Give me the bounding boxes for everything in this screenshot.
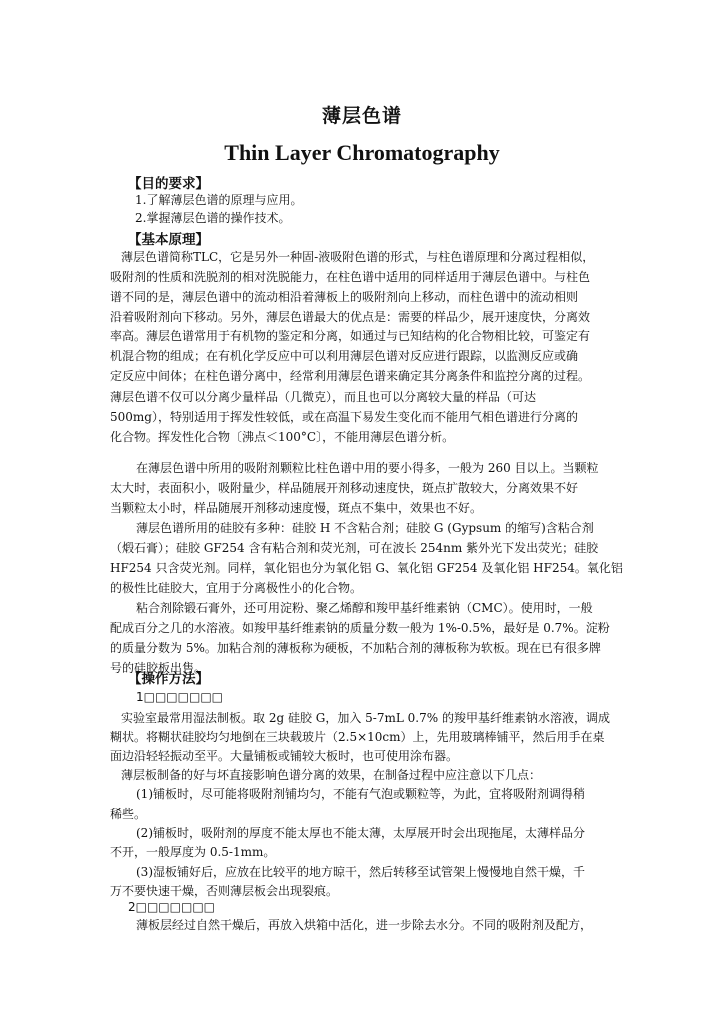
paragraph-line: 实验室最常用湿法制板。取 2g 硅胶 G，加入 5-7mL 0.7% 的羧甲基纤维素钠水溶液，调成 (121, 711, 610, 725)
paragraph-line: 500mg），特别适用于挥发性较低，或在高温下易发生变化而不能用气相色谱进行分离的 (110, 410, 578, 424)
paragraph-line: 配成百分之几的水溶液。如羧甲基纤维素钠的质量分数一般为 1%-0.5%，最好是 0.7%。淀粉 (110, 621, 610, 635)
paragraph-line: 率高。薄层色谱常用于有机物的鉴定和分离，如通过与已知结构的化合物相比较，可鉴定有 (110, 329, 591, 343)
paragraph-line: 谱不同的是，薄层色谱中的流动相沿着薄板上的吸附剂向上移动，而柱色谱中的流动相则 (110, 290, 579, 304)
paragraph-line: 糊状。将糊状硅胶均匀地倒在三块载玻片（2.5×10cm）上，先用玻璃棒铺平，然后用手在桌 (110, 730, 605, 744)
paragraph-line: 面边沿轻轻振动至平。大量铺板或铺较大板时，也可使用涂布器。 (110, 749, 459, 763)
paragraph-line: 太大时，表面积小，吸附量少，样品随展开剂移动速度快，斑点扩散较大，分离效果不好 (110, 481, 579, 495)
paragraph-line: 的质量分数为 5%。加粘合剂的薄板称为硬板，不加粘合剂的薄板称为软板。现在已有很多牌 (110, 641, 601, 655)
paragraph-line: 粘合剂除锻石膏外，还可用淀粉、聚乙烯醇和羧甲基纤维素钠（CMC）。使用时，一般 (136, 601, 593, 615)
paragraph-line: 薄板层经过自然干燥后，再放入烘箱中活化，进一步除去水分。不同的吸附剂及配方， (136, 918, 593, 932)
paragraph-line: 稀些。 (110, 807, 147, 821)
section-heading-objectives: 【目的要求】 (128, 176, 209, 192)
paragraph-line: 在薄层色谱中所用的吸附剂颗粒比柱色谱中用的要小得多，一般为 260 目以上。当颗粒 (136, 461, 599, 475)
objective-item: 1.了解薄层色谱的原理与应用。 (135, 193, 303, 207)
section-heading-procedure: 【操作方法】 (128, 671, 209, 687)
paragraph-line: 薄层色谱所用的硅胶有多种：硅胶 H 不含粘合剂；硅胶 G (Gypsum 的缩写)含粘合剂 (136, 521, 594, 535)
paragraph-line: 万不要快速干燥，否则薄层板会出现裂痕。 (110, 884, 339, 898)
paragraph-line: 号的硅胶板出售。 (110, 661, 207, 675)
paragraph-line: (3)湿板铺好后，应放在比较平的地方晾干，然后转移至试管架上慢慢地自然干燥，千 (136, 865, 586, 879)
paragraph-line: 薄层色谱简称TLC，它是另外一种固-液吸附色谱的形式，与柱色谱原理和分离过程相似， (121, 250, 595, 264)
objective-item: 2.掌握薄层色谱的操作技术。 (135, 211, 291, 225)
page-title: 薄层色谱 (321, 105, 402, 127)
paragraph-line: (1)铺板时，尽可能将吸附剂铺均匀，不能有气泡或颗粒等，为此，宜将吸附剂调得稍 (136, 787, 586, 801)
subheading-1: 1□□□□□□□ (136, 690, 223, 704)
paragraph-line: 定反应中间体；在柱色谱分离中，经常利用薄层色谱来确定其分离条件和监控分离的过程。 (110, 369, 591, 383)
paragraph-line: 化合物。挥发性化合物〔沸点＜100°C〕，不能用薄层色谱分析。 (110, 430, 455, 444)
paragraph-line: 的极性比硅胶大，宜用于分离极性小的化合物。 (110, 581, 363, 595)
paragraph-line: HF254 只含荧光剂。同样，氧化铝也分为氧化铝 G、氧化铝 GF254 及氧化铝 HF254。氧化铝 (110, 561, 623, 575)
paragraph-line: （煅石膏）；硅胶 GF254 含有粘合剂和荧光剂，可在波长 254nm 紫外光下发出荧光；硅胶 (110, 541, 599, 555)
section-heading-principle: 【基本原理】 (128, 232, 209, 248)
subheading-2: 2□□□□□□□ (128, 900, 215, 914)
paragraph-line: 当颗粒太小时，样品随展开剂移动速度慢，斑点不集中，效果也不好。 (110, 501, 483, 515)
paragraph-line: 沿着吸附剂向下移动。另外，薄层色谱最大的优点是：需要的样品少，展开速度快，分离效 (110, 310, 591, 324)
page-subtitle-en: Thin Layer Chromatography (224, 140, 500, 165)
paragraph-line: (2)铺板时，吸附剂的厚度不能太厚也不能太薄，太厚展开时会出现拖尾，太薄样品分 (136, 826, 586, 840)
paragraph-line: 不开，一般厚度为 0.5-1mm。 (110, 845, 276, 859)
paragraph-line: 吸附剂的性质和洗脱剂的相对洗脱能力，在柱色谱中适用的同样适用于薄层色谱中。与柱色 (110, 270, 591, 284)
paragraph-line: 薄层板制备的好与坏直接影响色谱分离的效果，在制备过程中应注意以下几点： (121, 768, 542, 782)
paragraph-line: 薄层色谱不仅可以分离少量样品（几微克），而且也可以分离较大量的样品（可达 (110, 390, 537, 404)
paragraph-line: 机混合物的组成；在有机化学反应中可以利用薄层色谱对反应进行跟踪，以监测反应或确 (110, 349, 579, 363)
